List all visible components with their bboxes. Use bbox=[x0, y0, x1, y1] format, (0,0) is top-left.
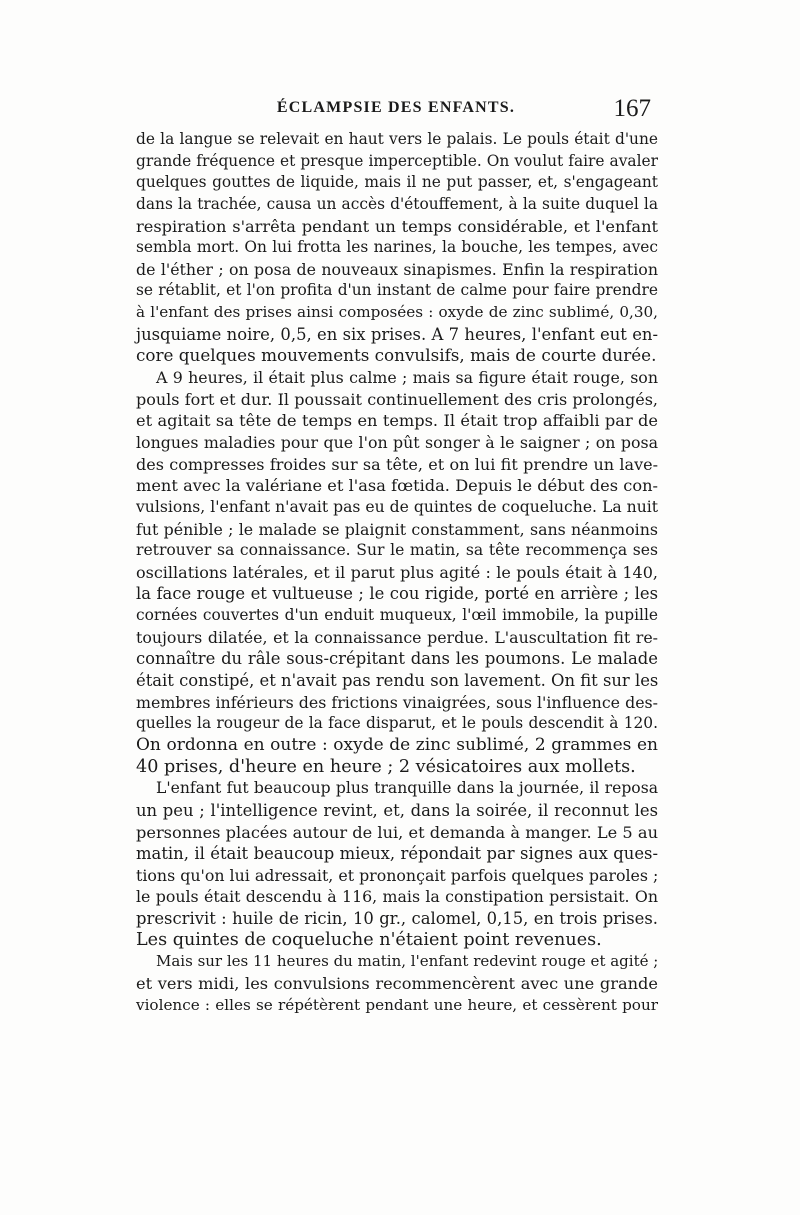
text-line: sembla mort. On lui frotta les narines, la bouche, les tempes, avec bbox=[136, 238, 658, 257]
text-line: oscillations latérales, et il parut plus agité : le pouls était à 140, bbox=[136, 562, 658, 582]
text-line: quelques gouttes de liquide, mais il ne put passer, et, s'engageant bbox=[136, 173, 658, 192]
text-line: matin, il était beaucoup mieux, répondait par signes aux ques- bbox=[136, 844, 658, 864]
text-line: et agitait sa tête de temps en temps. Il était trop affaibli par de bbox=[136, 411, 658, 431]
text-line: 40 prises, d'heure en heure ; 2 vésicatoires aux mollets. bbox=[136, 756, 636, 777]
text-line: violence : elles se répétèrent pendant une heure, et cessèrent pour bbox=[136, 995, 658, 1014]
text-line: de la langue se relevait en haut vers le palais. Le pouls était d'une bbox=[136, 130, 658, 148]
text-line: fut pénible ; le malade se plaignit constamment, sans néanmoins bbox=[136, 519, 658, 539]
running-head bbox=[137, 95, 655, 125]
text-line: et vers midi, les convulsions recommencèrent avec une grande bbox=[136, 973, 658, 993]
text-line: L'enfant fut beaucoup plus tranquille dans la journée, il reposa bbox=[156, 779, 658, 798]
text-line: membres inférieurs des frictions vinaigrées, sous l'influence des- bbox=[136, 692, 658, 712]
text-line: connaître du râle sous-crépitant dans les poumons. Le malade bbox=[136, 649, 658, 669]
text-line: A 9 heures, il était plus calme ; mais sa figure était rouge, son bbox=[156, 368, 658, 388]
text-line: se rétablit, et l'on profita d'un instant de calme pour faire prendre bbox=[136, 281, 658, 300]
text-line: ment avec la valériane et l'asa fœtida. Depuis le début des con- bbox=[136, 476, 658, 496]
page-number: 167 bbox=[613, 95, 651, 122]
text-line: à l'enfant des prises ainsi composées : oxyde de zinc sublimé, 0,30, bbox=[136, 303, 658, 322]
text-line: des compresses froides sur sa tête, et on lui fit prendre un lave- bbox=[136, 454, 658, 474]
running-title: ÉCLAMPSIE DES ENFANTS. bbox=[276, 99, 516, 116]
text-line: On ordonna en outre : oxyde de zinc sublimé, 2 grammes en bbox=[136, 734, 658, 755]
body-text bbox=[136, 129, 658, 1016]
text-line: personnes placées autour de lui, et demanda à manger. Le 5 au bbox=[136, 822, 658, 842]
text-line: la face rouge et vultueuse ; le cou rigide, porté en arrière ; les bbox=[136, 584, 658, 604]
text-line: un peu ; l'intelligence revint, et, dans la soirée, il reconnut les bbox=[136, 800, 658, 820]
text-line: retrouver sa connaissance. Sur le matin, sa tête recommença ses bbox=[136, 541, 658, 560]
text-line: respiration s'arrêta pendant un temps considérable, et l'enfant bbox=[136, 216, 658, 236]
text-line: Mais sur les 11 heures du matin, l'enfant redevint rouge et agité ; bbox=[156, 952, 659, 971]
text-line: core quelques mouvements convulsifs, mais de courte durée. bbox=[136, 345, 657, 366]
text-line: longues maladies pour que l'on pût songer à le saigner ; on posa bbox=[136, 432, 658, 452]
text-line: jusquiame noire, 0,5, en six prises. A 7 heures, l'enfant eut en- bbox=[136, 324, 658, 344]
text-line: prescrivit : huile de ricin, 10 gr., calomel, 0,15, en trois prises. bbox=[136, 909, 658, 929]
text-line: était constipé, et n'avait pas rendu son lavement. On fit sur les bbox=[136, 671, 659, 691]
text-line: grande fréquence et presque imperceptible. On voulut faire avaler bbox=[136, 151, 658, 170]
text-line: tions qu'on lui adressait, et prononçait parfois quelques paroles ; bbox=[136, 865, 659, 885]
text-line: vulsions, l'enfant n'avait pas eu de quintes de coqueluche. La nuit bbox=[136, 497, 658, 516]
text-line: quelles la rougeur de la face disparut, et le pouls descendit à 120. bbox=[136, 714, 658, 733]
text-line: cornées couvertes d'un enduit muqueux, l'œil immobile, la pupille bbox=[136, 606, 658, 625]
text-line: pouls fort et dur. Il poussait continuellement des cris prolongés, bbox=[136, 389, 658, 409]
text-line: Les quintes de coqueluche n'étaient point revenues. bbox=[136, 929, 602, 950]
text-line: dans la trachée, causa un accès d'étouffement, à la suite duquel la bbox=[136, 194, 658, 213]
text-line: le pouls était descendu à 116, mais la constipation persistait. On bbox=[136, 887, 658, 907]
text-line: de l'éther ; on posa de nouveaux sinapismes. Enfin la respiration bbox=[136, 259, 658, 279]
text-line: toujours dilatée, et la connaissance perdue. L'auscultation fit re- bbox=[136, 627, 658, 647]
